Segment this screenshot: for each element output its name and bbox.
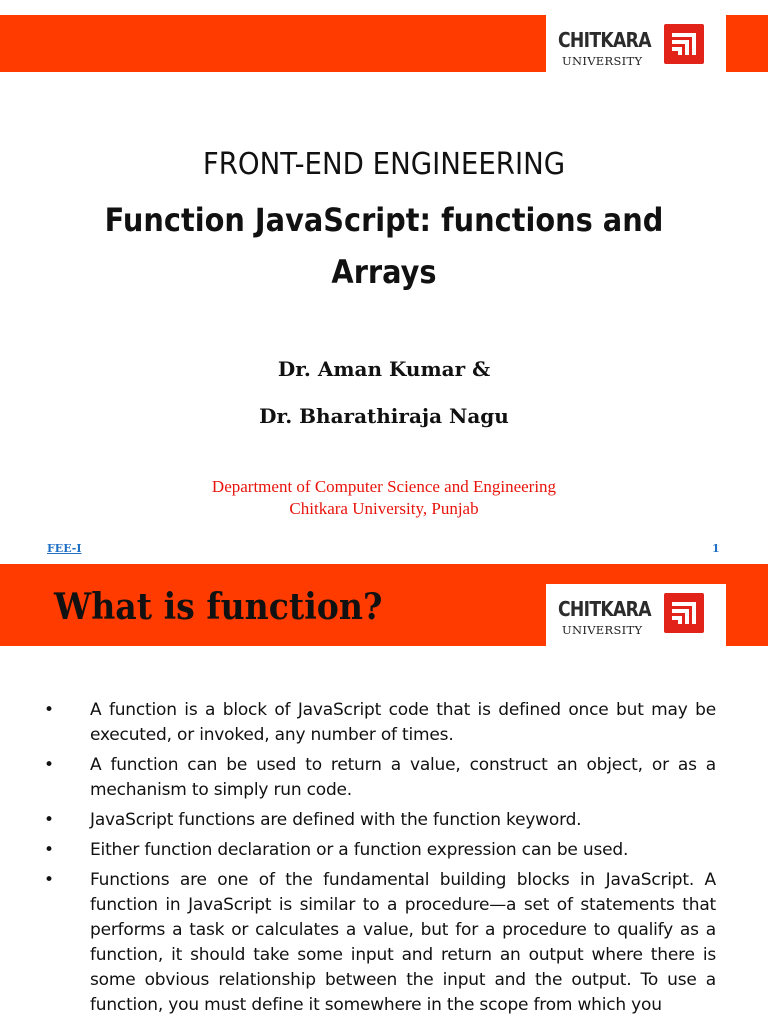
- university-logo: [546, 584, 726, 646]
- logo-mark-icon: [664, 593, 704, 633]
- bullet-list: [40, 698, 716, 1023]
- logo-wordmark: CHITKARA: [558, 28, 651, 52]
- logo-subtitle: UNIVERSITY: [562, 54, 643, 68]
- bullet-text: Functions are one of the fundamental building blocks in JavaScript. A function in JavaScript is similar to a procedure—a set of statements that performs a task or calculates a value, but for a procedure to qualify as a function, it should take some input and return an output where there is some obvious relationship between the input and the output. To use a function, you must define it somewhere in the scope from which you: [90, 870, 716, 1015]
- slide-title: Function JavaScript: functions and Arrays: [104, 201, 664, 291]
- department-line-2: Chitkara University, Punjab: [289, 499, 479, 518]
- author-line-2: Dr. Bharathiraja Nagu: [259, 404, 509, 428]
- bullet-icon: •: [44, 700, 54, 720]
- bullet-icon: •: [44, 840, 54, 860]
- bullet-text: Either function declaration or a function expression can be used.: [90, 840, 629, 860]
- bullet-item: [40, 753, 716, 803]
- logo-mark-icon: [664, 24, 704, 64]
- department-line-1: Department of Computer Science and Engineering: [211, 477, 557, 496]
- bullet-item: [40, 808, 716, 833]
- bullet-item: [40, 698, 716, 748]
- bullet-text: JavaScript functions are defined with the function keyword.: [90, 810, 582, 830]
- logo-wordmark: CHITKARA: [558, 597, 651, 621]
- bullet-item: [40, 868, 716, 1018]
- slide-2: [0, 564, 768, 1024]
- logo-subtitle: UNIVERSITY: [562, 623, 643, 637]
- bullet-item: [40, 838, 716, 863]
- slide-title: What is function?: [54, 586, 383, 628]
- course-title: FRONT-END ENGINEERING: [202, 147, 566, 182]
- author-line-1: Dr. Aman Kumar &: [277, 357, 491, 381]
- bullet-icon: •: [44, 870, 54, 890]
- university-logo: [546, 15, 726, 72]
- bullet-icon: •: [44, 755, 54, 775]
- footer-course-link[interactable]: FEE-I: [47, 542, 82, 555]
- bullet-text: A function is a block of JavaScript code that is defined once but may be executed, or invoked, any number of times.: [90, 700, 716, 745]
- bullet-text: A function can be used to return a value, construct an object, or as a mechanism to simply run code.: [90, 755, 716, 800]
- page-number: 1: [712, 542, 720, 555]
- bullet-icon: •: [44, 810, 54, 830]
